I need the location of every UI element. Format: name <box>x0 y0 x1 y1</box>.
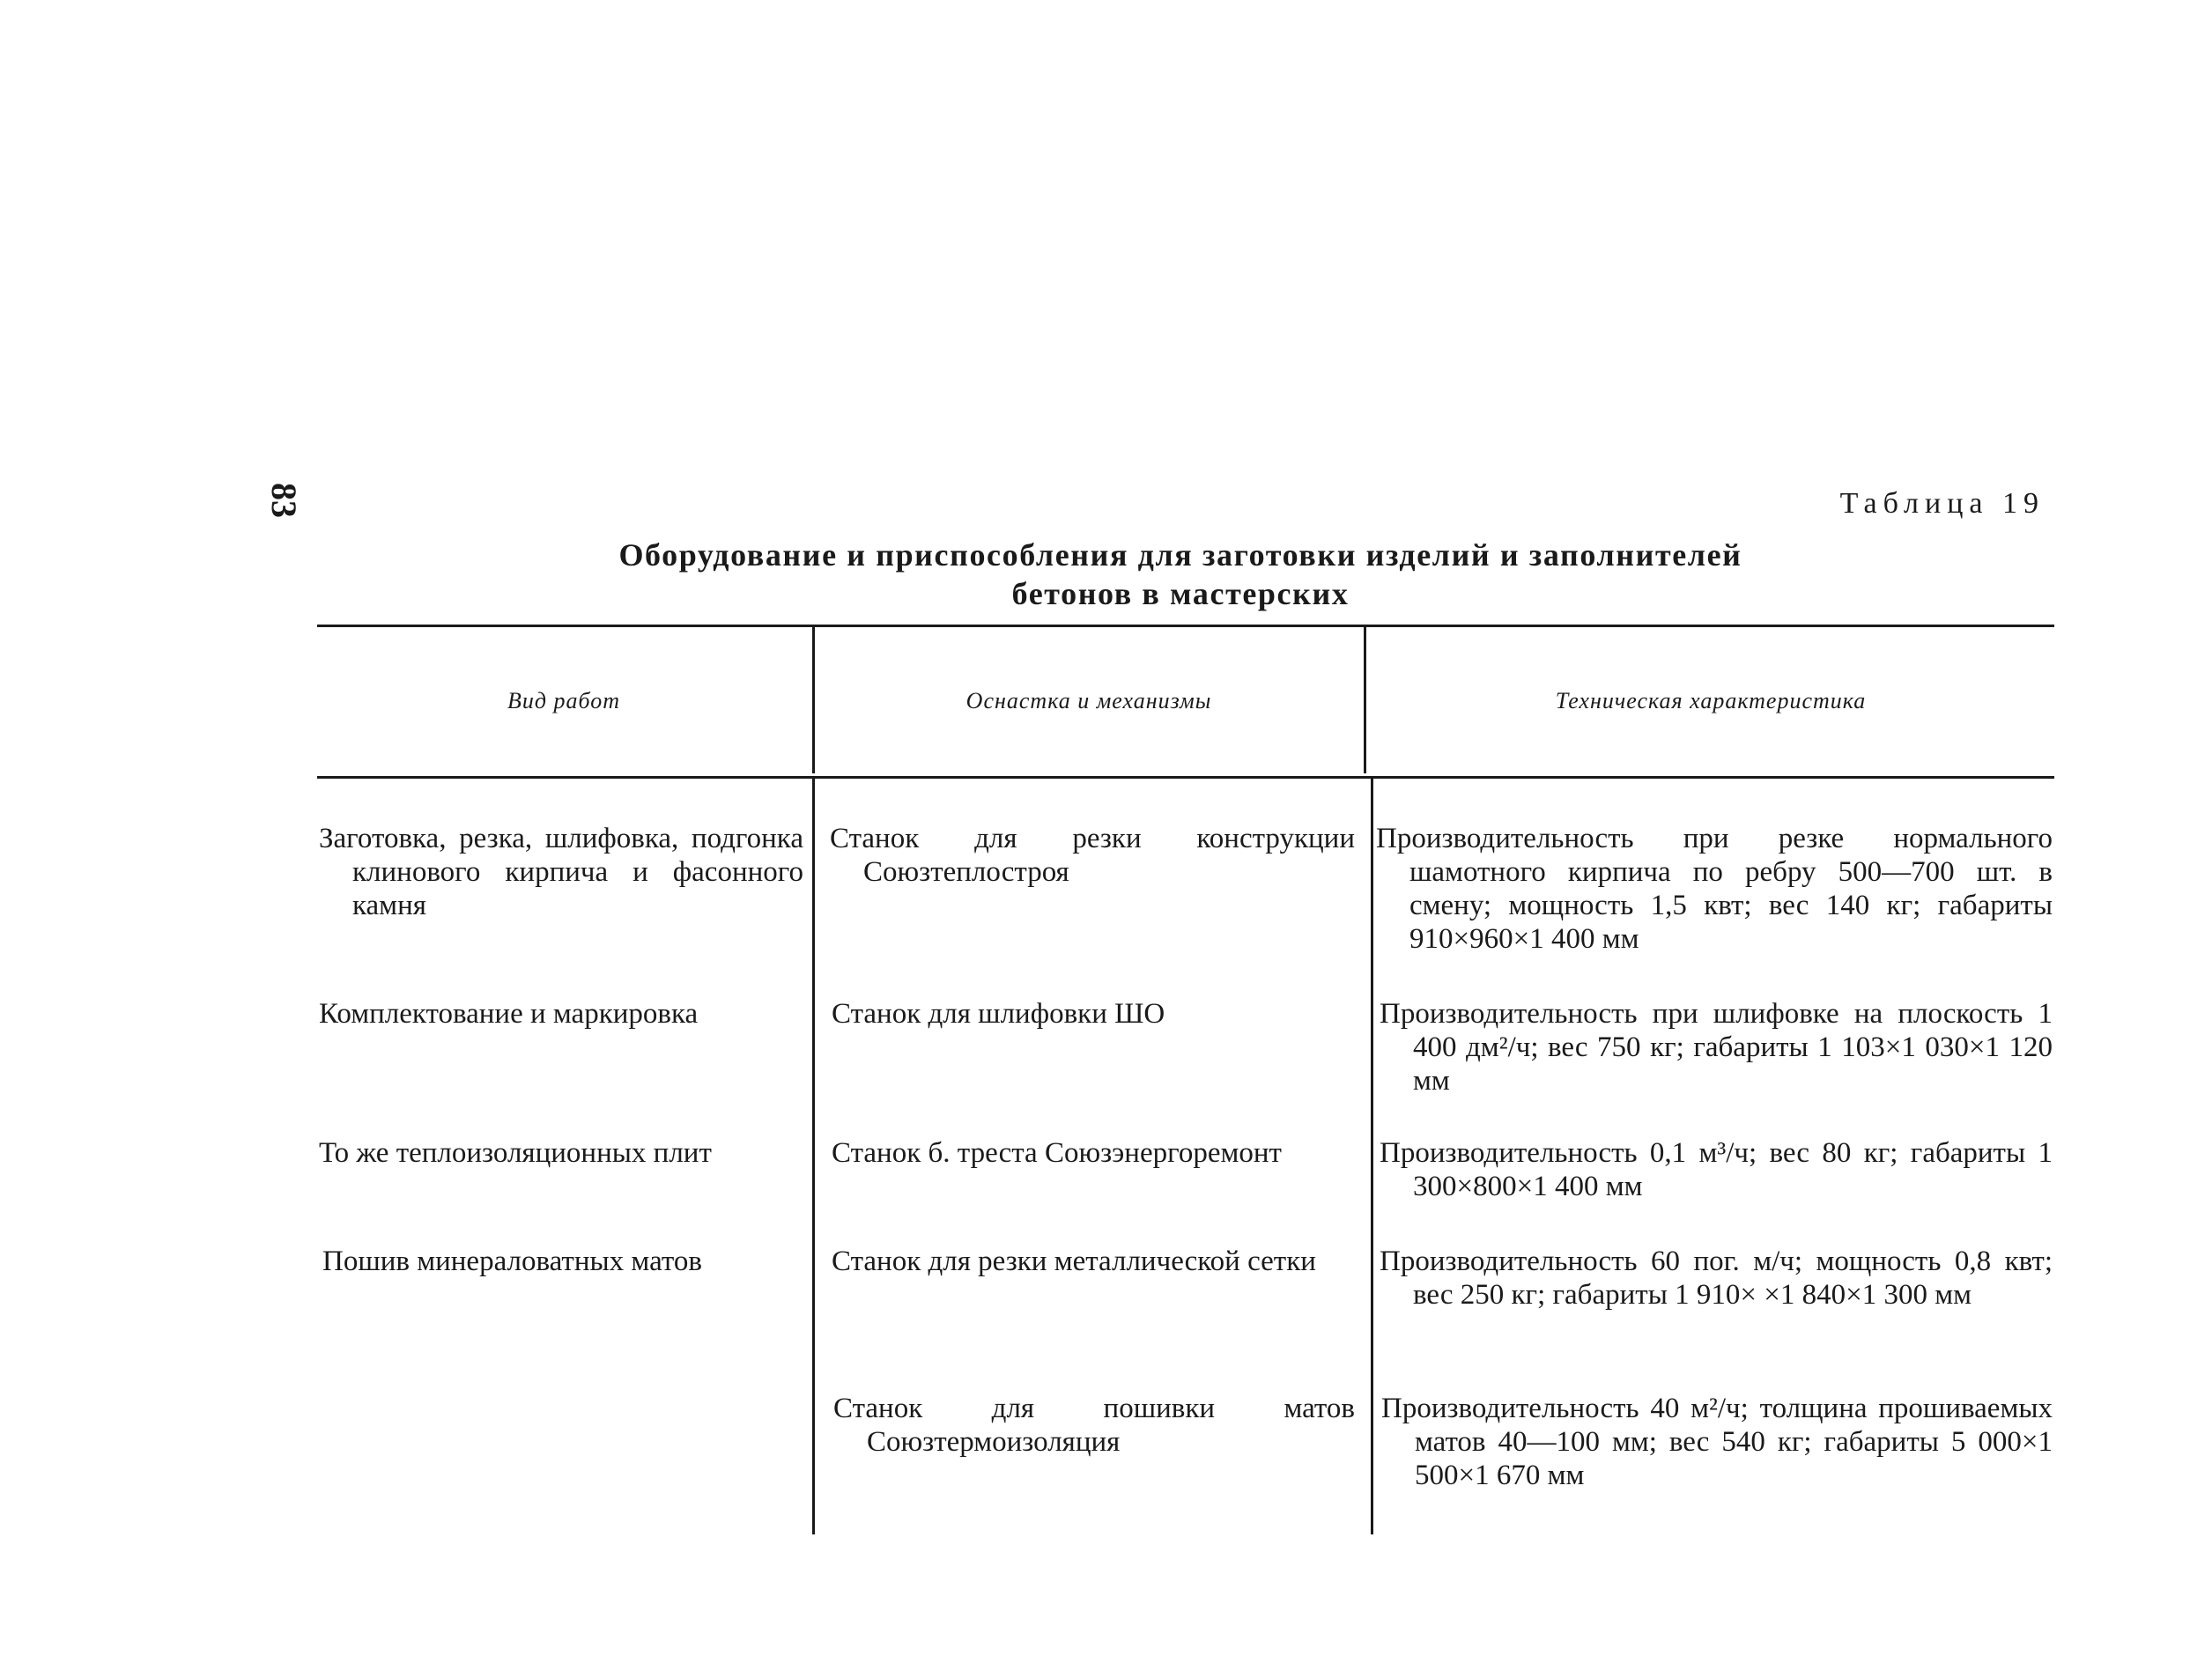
table-title <box>317 536 2044 613</box>
row-3-spec: Производительность 0,1 м³/ч; вес 80 кг; габариты 1 300×800×1 400 мм <box>1380 1137 2053 1202</box>
row-4-spec: Производительность 60 пог. м/ч; мощность 0,8 квт; вес 250 кг; габариты 1 910× ×1 840×1 300 мм <box>1380 1246 2053 1311</box>
row-4-equipment: Станок для резки металлической сетки <box>832 1246 1316 1277</box>
column-header-spec: Техническая характеристика <box>1555 688 1867 713</box>
row-2-spec: Производительность при шлифовке на плоскость 1 400 дм²/ч; вес 750 кг; габариты 1 103×1 030×1 120 мм <box>1380 998 2053 1097</box>
table-title-line-2: бетонов в мастерских <box>1011 576 1350 611</box>
body-separator-2 <box>1371 779 1373 1534</box>
table-top-rule <box>317 625 2054 627</box>
row-5-spec: Производительность 40 м²/ч; толщина прошиваемых матов 40—100 мм; вес 540 кг; габариты 5 000×1 500×1 670 мм <box>1381 1393 2053 1491</box>
row-2-equipment: Станок для шлифовки ШО <box>832 998 1165 1030</box>
row-5-equipment: Станок для пошивки матов Союзтермоизоляция <box>833 1393 1355 1458</box>
table-title-line-1: Оборудование и приспособления для заготовки изделий и заполнителей <box>618 537 1742 573</box>
body-separator-1 <box>812 779 815 1534</box>
row-4-work: Пошив минераловатных матов <box>322 1246 702 1277</box>
row-3-equipment: Станок б. треста Союзэнергоремонт <box>832 1137 1282 1169</box>
row-1-spec: Производительность при резке нормального шамотного кирпича по ребру 500—700 шт. в смену; мощность 1,5 квт; вес 140 кг; габариты 910×960×1 400 мм <box>1376 823 2053 955</box>
column-header-work: Вид работ <box>507 688 621 713</box>
row-1-work: Заготовка, резка, шлифовка, подгонка клинового кирпича и фасонного камня <box>319 823 803 921</box>
row-3-work: То же теплоизоляционных плит <box>319 1137 712 1169</box>
page-number: 83 <box>264 483 304 518</box>
row-1-equipment: Станок для резки конструкции Союзтеплостроя <box>830 823 1355 888</box>
header-separator-2 <box>1364 627 1366 773</box>
column-header-equipment: Оснастка и механизмы <box>965 688 1212 713</box>
row-2-work: Комплектование и маркировка <box>319 998 699 1030</box>
table-label: Таблица 19 <box>1839 487 2045 520</box>
header-separator-1 <box>812 627 815 773</box>
table-header-rule <box>317 776 2054 779</box>
